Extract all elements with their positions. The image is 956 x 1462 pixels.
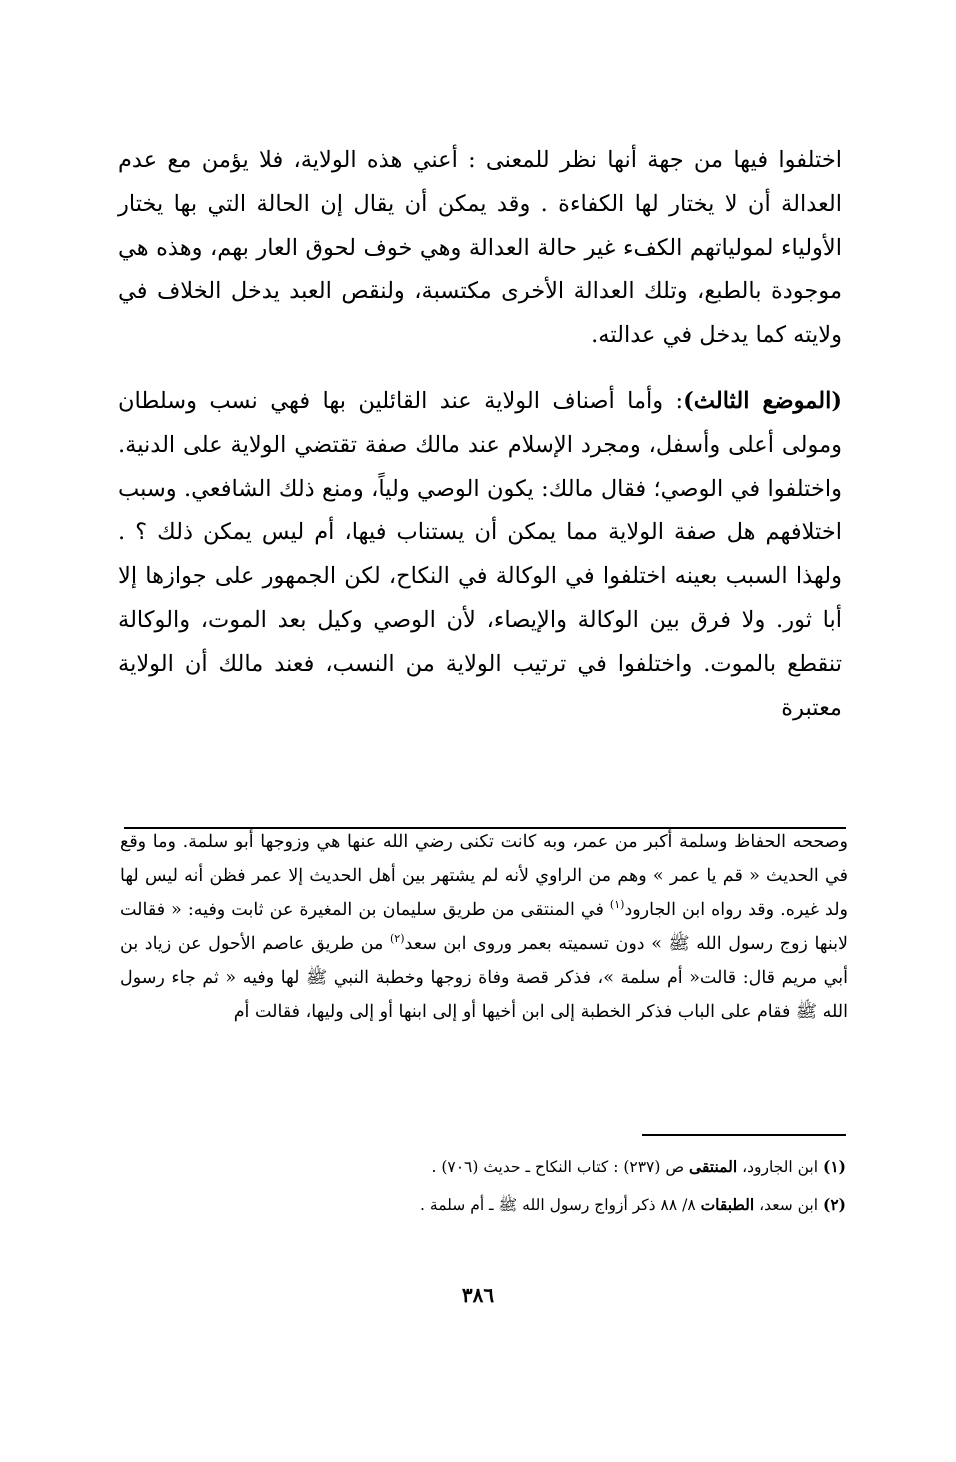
footnote-item — [200, 1148, 846, 1186]
footnote-text-before: ابن سعد، — [754, 1196, 823, 1214]
main-paragraph-1: اختلفوا فيها من جهة أنها نظر للمعنى : أعني هذه الولاية، فلا يؤمن مع عدم العدالة أن لا يختار لها الكفاءة . وقد يمكن أن يقال إن الحالة التي بها يختار الأولياء لمولياتهم الكفء غير حالة العدالة وهي خوف لحوق العار بهم، وهذه هي موجودة بالطبع، وتلك العدالة الأخرى مكتسبة، ولنقص العبد يدخل الخلاف في ولايته كما يدخل في عدالته. — [118, 147, 842, 349]
commentary-part-1: وصححه الحفاظ وسلمة أكبر من عمر، وبه كانت تكنى رضي الله عنها هي وزوجها أبو سلمة. وما وقع في الحديث « قم يا عمر » وهم من الراوي لأنه لم يشتهر بين أهل الحديث إلا عمر فظن أنه ليس لها ولد غيره. وقد رواه ابن الجارود — [120, 832, 848, 920]
footnotes-divider — [642, 1134, 846, 1136]
footnote-text-after: ٨/ ٨٨ ذكر أزواج رسول الله ﷺ ـ أم سلمة . — [420, 1196, 701, 1214]
commentary-part-2: في المنتقى من طريق سليمان بن المغيرة عن ثابت وفيه: « فقالت لابنها زوج رسول الله ﷺ » دون تسميته بعمر وروى ابن سعد — [120, 899, 848, 954]
footnote-book-title: الطبقات — [700, 1195, 755, 1214]
footnote-text-after: ص (٢٣٧) : كتاب النكاح ـ حديث (٧٠٦) . — [431, 1158, 690, 1176]
footnote-number: (٢) — [822, 1195, 846, 1214]
footnote-item — [200, 1186, 846, 1224]
commentary-notes — [120, 826, 848, 1029]
main-paragraph-2-text: : وأما أصناف الولاية عند القائلين بها فهي نسب وسلطان ومولى أعلى وأسفل، ومجرد الإسلام عند مالك صفة تقتضي الولاية على الدنية. واختلفوا في الوصي؛ فقال مالك: يكون الوصي ولياً، ومنع ذلك الشافعي. وسبب اختلافهم هل صفة الولاية مما يمكن أن يستناب فيها، أم ليس يمكن ذلك ؟ . ولهذا السبب بعينه اختلفوا في الوكالة في النكاح، لكن الجمهور على جوازها إلا أبا ثور. ولا فرق بين الوكالة والإيصاء، لأن الوصي وكيل بعد الموت، والوكالة تنقطع بالموت. واختلفوا في ترتيب الولاية من النسب، فعند مالك أن الولاية معتبرة — [118, 387, 842, 721]
commentary-paragraph — [120, 826, 848, 1029]
main-text-body — [118, 139, 842, 730]
footnote-reference-2[interactable]: (٢) — [390, 931, 405, 945]
main-paragraph-2 — [118, 380, 842, 730]
footnote-book-title: المنتقى — [689, 1157, 738, 1176]
commentary-part-3: من طريق عاصم الأحول عن زياد بن أبي مريم قال: قالت« أم سلمة »، فذكر قصة وفاة زوجها وخطبة النبي ﷺ لها وفيه « ثم جاء رسول الله ﷺ فقام على الباب فذكر الخطبة إلى ابن أخيها أو إلى ابنها أو إلى وليها، فقالت أم — [120, 933, 848, 1022]
footnotes-list — [200, 1148, 846, 1224]
footnote-number: (١) — [822, 1157, 846, 1176]
section-heading: (الموضع الثالث) — [683, 387, 842, 414]
footnote-reference-1[interactable]: (١) — [609, 897, 625, 911]
footnote-text-before: ابن الجارود، — [737, 1158, 823, 1176]
page-number: ٣٨٦ — [461, 1283, 495, 1307]
